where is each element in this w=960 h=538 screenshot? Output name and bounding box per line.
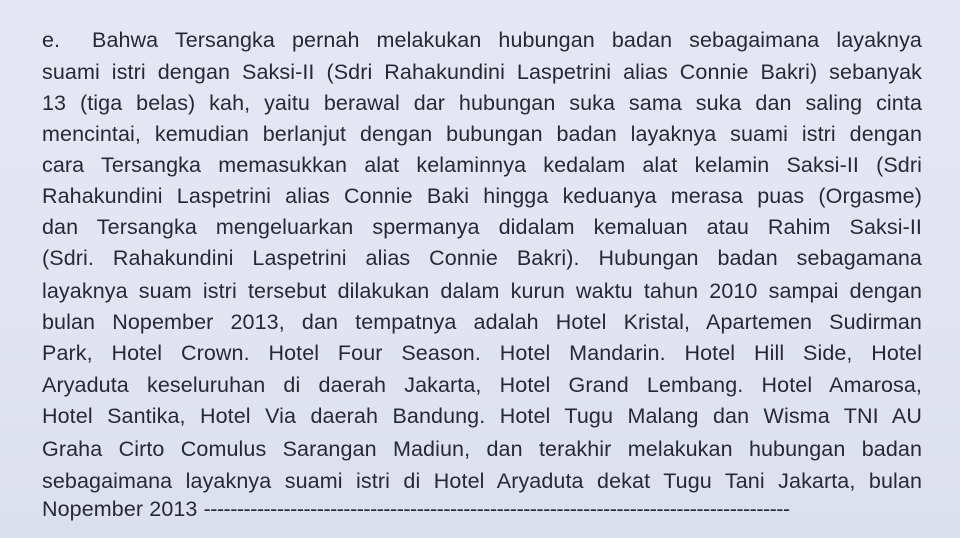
line-text: Bahwa Tersangka pernah melakukan hubungan badan sebagaimana layaknya	[92, 28, 922, 52]
paragraph-line-1	[42, 25, 922, 56]
paragraph-line-6: Rahakundini Laspetrini alias Connie Baki hingga keduanya merasa puas (Orgasme)	[42, 184, 922, 208]
paragraph-line-9: layaknya suam istri tersebut dilakukan dalam kurun waktu tahun 2010 sampai dengan	[42, 279, 922, 303]
paragraph-line-4: mencintai, kemudian berlanjut dengan bubungan badan layaknya suami istri dengan	[42, 122, 922, 146]
paragraph-line-7: dan Tersangka mengeluarkan spermanya didalam kemaluan atau Rahim Saksi-II	[42, 215, 922, 239]
paragraph-line-14: Graha Cirto Comulus Sarangan Madiun, dan terakhir melakukan hubungan badan	[42, 437, 922, 461]
item-label: e.	[42, 28, 61, 52]
paragraph-line-15: sebagaimana layaknya suami istri di Hotel Aryaduta dekat Tugu Tani Jakarta, bulan	[42, 469, 922, 493]
dash-fill: ----------------------------------------------------------------------------------------	[203, 497, 790, 521]
paragraph-line-2: suami istri dengan Saksi-II (Sdri Rahakundini Laspetrini alias Connie Bakri) sebanyak	[42, 60, 922, 84]
line-text: Nopember 2013	[42, 497, 198, 521]
paragraph-line-8: (Sdri. Rahakundini Laspetrini alias Connie Bakri). Hubungan badan sebagamana	[42, 246, 922, 270]
paragraph-line-10: bulan Nopember 2013, dan tempatnya adalah Hotel Kristal, Apartemen Sudirman	[42, 310, 922, 334]
paragraph-line-12: Aryaduta keseluruhan di daerah Jakarta, Hotel Grand Lembang. Hotel Amarosa,	[42, 373, 922, 397]
paragraph-line-11: Park, Hotel Crown. Hotel Four Season. Hotel Mandarin. Hotel Hill Side, Hotel	[42, 341, 922, 365]
paragraph-line-3: 13 (tiga belas) kah, yaitu berawal dar hubungan suka sama suka dan saling cinta	[42, 91, 922, 115]
paragraph-line-16	[42, 494, 922, 525]
paragraph-line-5: cara Tersangka memasukkan alat kelaminnya kedalam alat kelamin Saksi-II (Sdri	[42, 153, 922, 177]
paragraph-line-13: Hotel Santika, Hotel Via daerah Bandung. Hotel Tugu Malang dan Wisma TNI AU	[42, 404, 922, 428]
